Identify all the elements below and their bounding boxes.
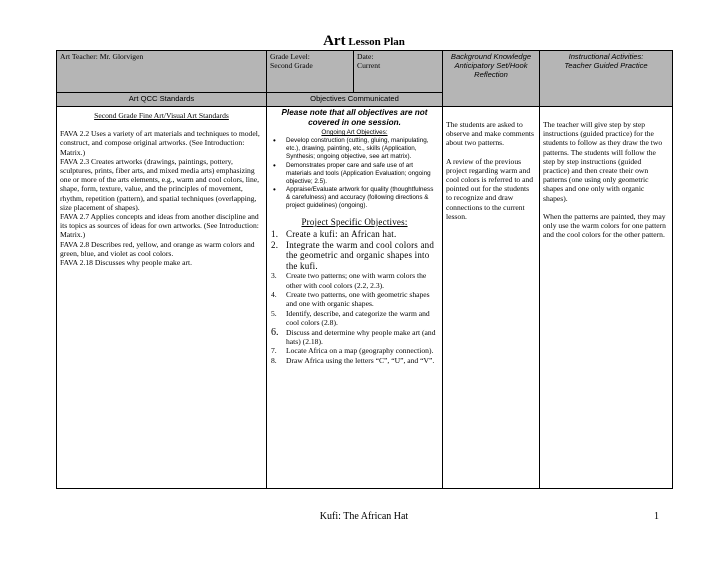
standard-fava-2-8: FAVA 2.8 Describes red, yellow, and orange as warm colors and green, blue, and violet as cool colors. [60,239,255,258]
background-knowledge-cell [443,107,540,489]
standard-fava-2-2: FAVA 2.2 Uses a variety of art materials and techniques to model, construct, and compose original artworks. (See Introduction: Matrix.) [60,129,260,157]
bullet-icon: • [273,160,276,170]
date-label: Date: [357,52,374,61]
list-item: • Develop construction (cutting, gluing, manipulating, etc.), drawing, painting, etc., skills (Application, Synthesis; ongoing objective, see art matrix). [273,136,429,160]
page-title [0,33,728,50]
page-number: 1 [654,511,659,522]
list-item: 8. Draw Africa using the letters “C”, “U”, and “V”. [271,355,435,365]
qcc-header: Art QCC Standards [57,93,267,107]
standard-fava-2-3: FAVA 2.3 Creates artworks (drawings, paintings, pottery, sculptures, prints, fiber arts, and mixed media arts) emphasizing one or more of the arts elements, e.g., warm and cool colors, line, shape, form, texture, value, and the principles of movement, rhythm, repetition (pattern), and spatial techniques (overlapping, size placement of shapes). [60,156,260,212]
list-item: 4. Create two patterns, one with geometric shapes and one with organic shapes. [271,289,430,309]
grade-value: Second Grade [270,61,313,71]
qcc-standards-cell [57,107,267,489]
instructional-activities-header: Instructional Activities: Teacher Guided Practice [540,51,673,107]
standard-fava-2-7: FAVA 2.7 Applies concepts and ideas from another discipline and its topics as sources of ideas for own artworks. (See Introduction: Matrix.) [60,212,259,240]
list-item: 2. Integrate the warm and cool colors and the geometric and organic shapes into the kufi. [271,239,435,271]
instruction-paragraph-2: When the patterns are painted, they may only use the warm colors for one pattern and the cool colors for the other pattern. [543,211,666,240]
lesson-plan-table [56,50,673,489]
objectives-header: Objectives Communicated [267,93,443,107]
objectives-note: Please note that all objectives are not covered in one session. [281,108,428,127]
background-paragraph-1: The students are asked to observe and make comments about two patterns. [446,120,534,148]
teacher-cell: Art Teacher: Mr. Glorvigen [57,51,267,93]
list-item: 6. Discuss and determine why people make art (and hats) (2.18). [271,326,436,346]
title-subject: Art [323,33,346,49]
project-objectives-title: Project Specific Objectives: [301,217,408,228]
grade-cell [267,51,354,93]
background-paragraph-2: A review of the previous project regarding warm and cool colors is referred to and pointed out for the students to recognize and draw connections to the current lesson. [446,156,534,221]
list-item: 1. Create a kufi: an African hat. [271,229,397,240]
list-item: 5. Identify, describe, and categorize the warm and cool colors (2.8). [271,308,430,328]
instructional-activities-cell [540,107,673,489]
ongoing-objectives-list [270,137,439,210]
bullet-icon: • [273,185,276,195]
list-item: • Demonstrates proper care and safe use of art materials and tools (Application Evaluation; ongoing objective; 2.5). [273,160,431,185]
objectives-cell [267,107,443,489]
qcc-subheader: Second Grade Fine Art/Visual Art Standards [94,111,229,120]
standard-fava-2-18: FAVA 2.18 Discusses why people make art. [60,258,193,268]
date-cell [354,51,443,93]
project-objectives-list [270,229,439,365]
title-rest: Lesson Plan [348,36,405,48]
list-item: 7. Locate Africa on a map (geography connection). [271,346,434,356]
date-value: Current [357,61,381,71]
list-item: 3. Create two patterns; one with warm colors the other with cool colors (2.2, 2.3). [271,271,427,290]
ongoing-objectives-title: Ongoing Art Objectives: [321,129,388,136]
footer-title: Kufi: The African Hat [319,511,409,522]
header-row [57,51,673,93]
body-row [57,107,673,489]
grade-label: Grade Level: [270,52,310,61]
list-item: • Appraise/Evaluate artwork for quality (thoughtfulness & carefulness) and accuracy (following directions & project guidelines) (ongoing). [273,185,434,210]
bullet-icon: • [273,136,276,145]
background-knowledge-header: Background Knowledge Anticipatory Set/Hook Reflection [443,51,540,107]
instruction-paragraph-1: The teacher will give step by step instructions (guided practice) for the students to follow as they draw the two patterns. The students will follow the step by step instructions (guided practice) and then create their own patterns (one using only geometric shapes and one only with organic shapes). [543,120,663,203]
